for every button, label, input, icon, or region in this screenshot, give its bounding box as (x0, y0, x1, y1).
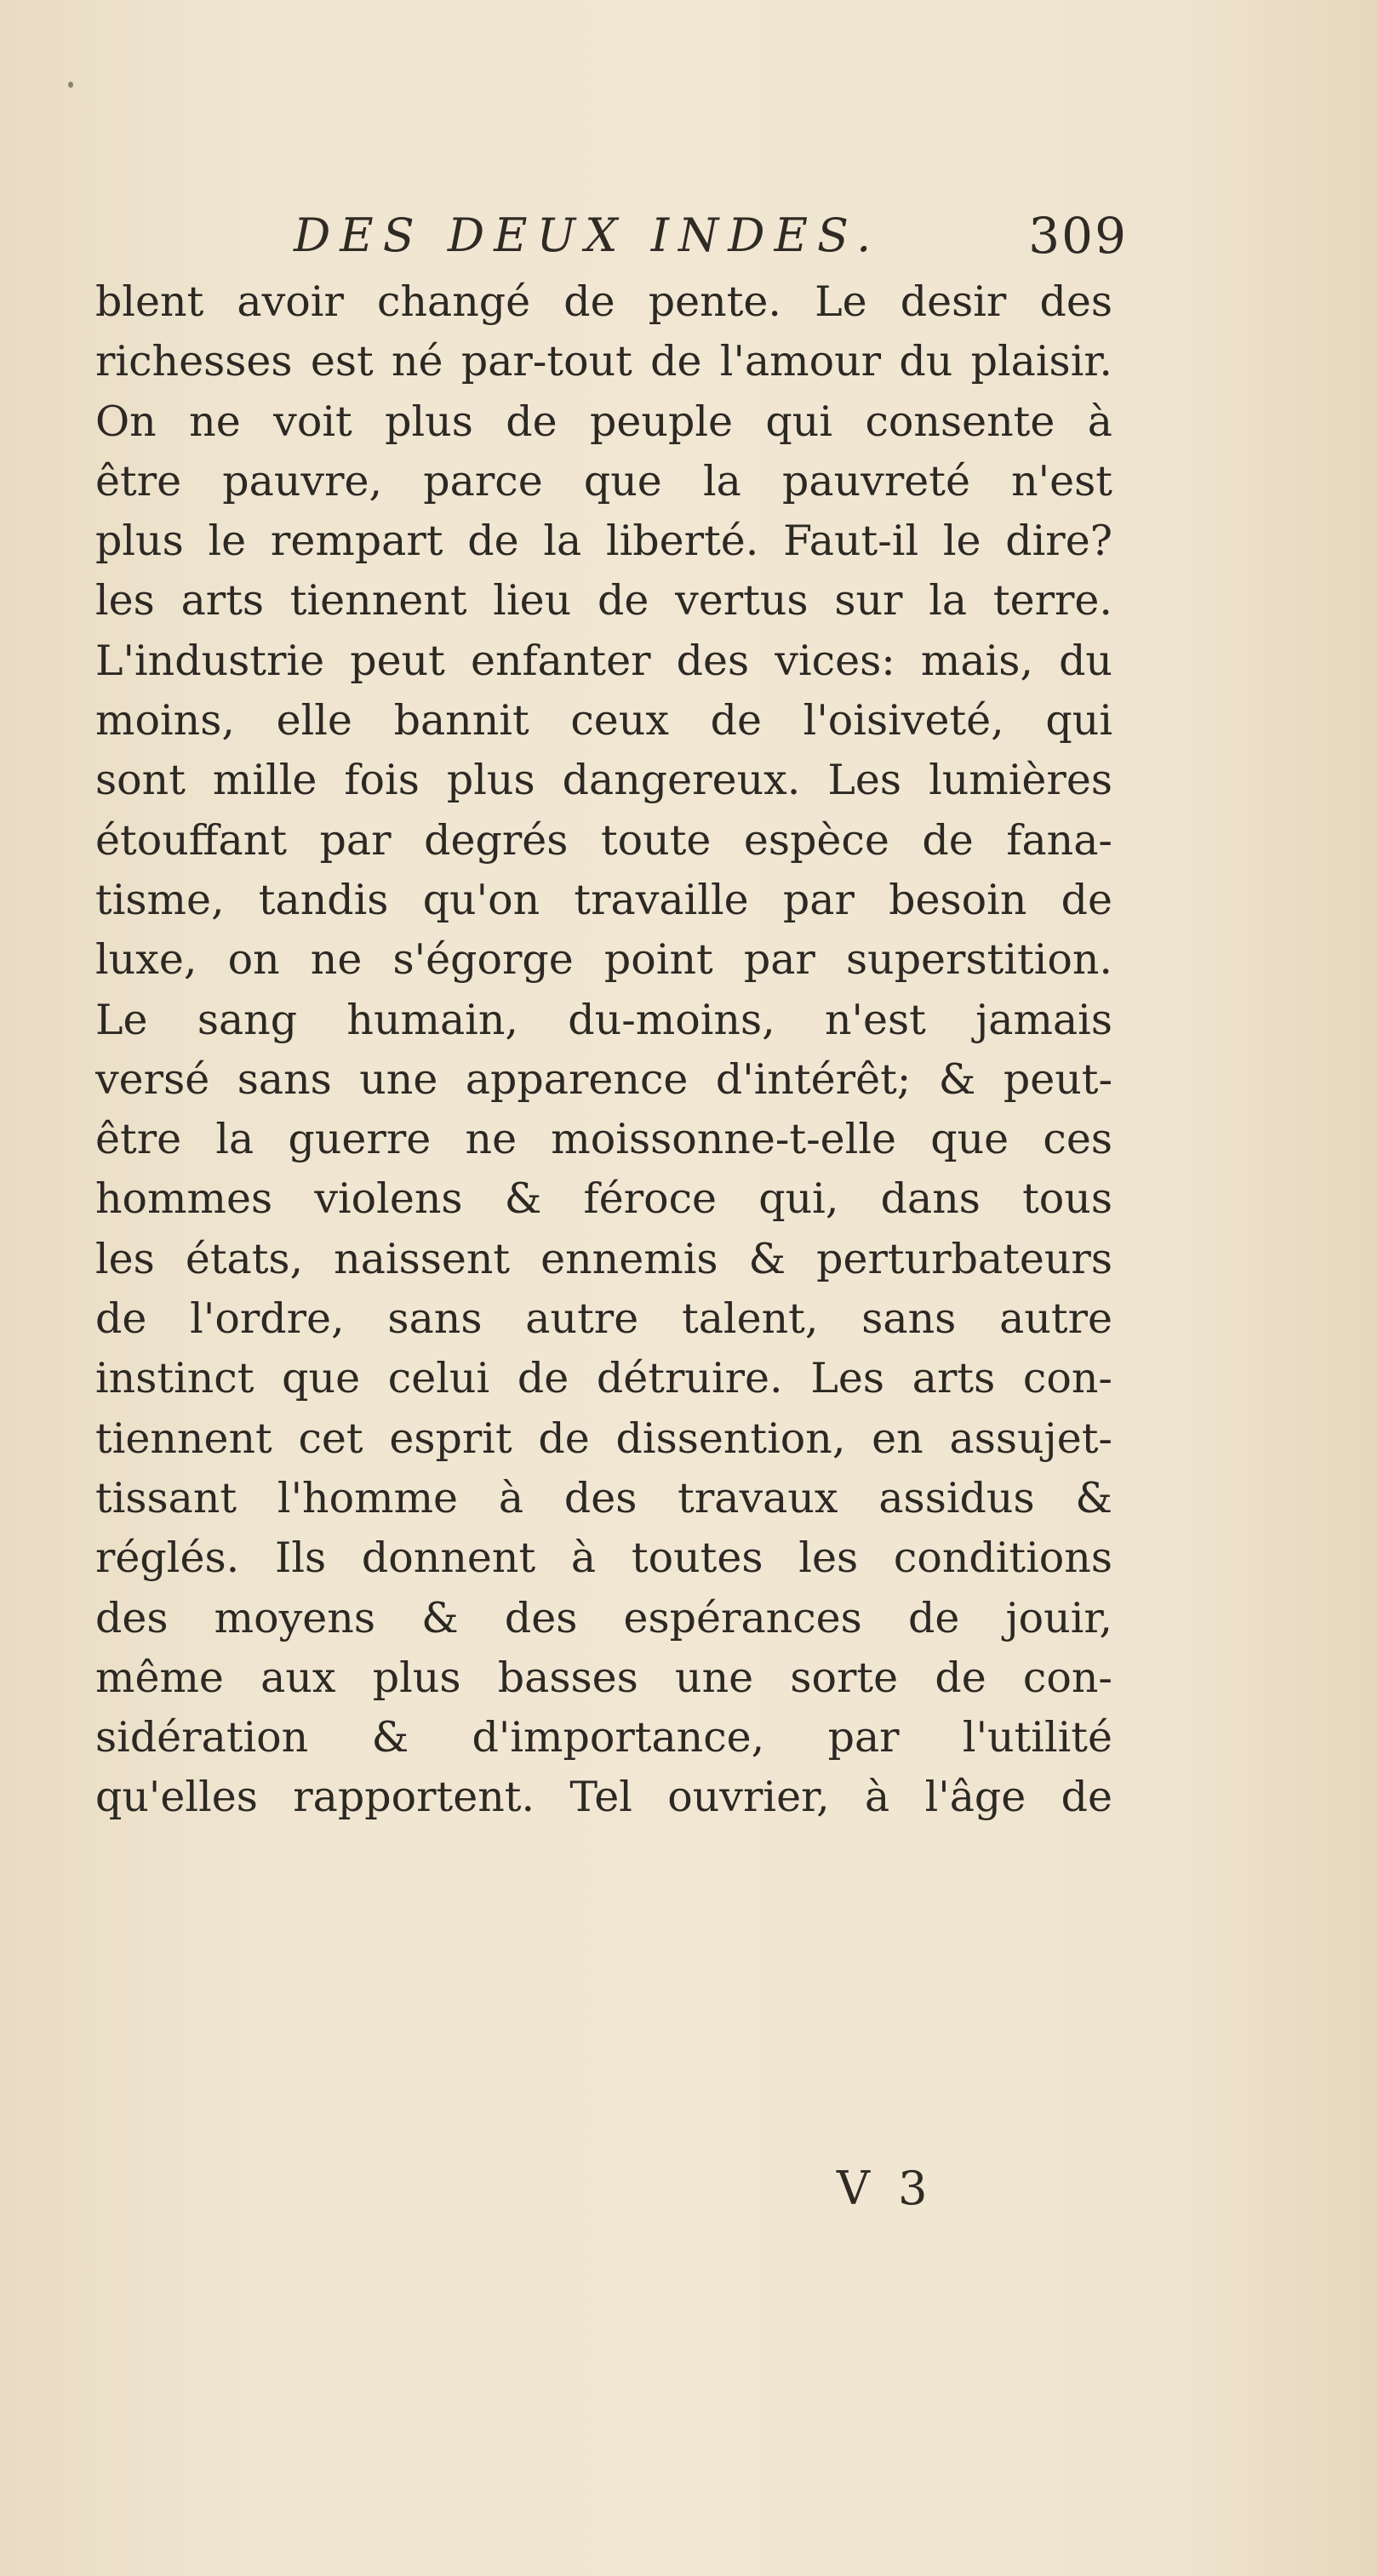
text-line: des moyens & des espérances de jouir, (95, 1593, 1112, 1642)
text-line: sidération & d'importance, par l'utilité (95, 1713, 1112, 1762)
text-line: les états, naissent ennemis & perturbateurs (95, 1234, 1112, 1283)
text-line: être pauvre, parce que la pauvreté n'est (95, 456, 1112, 505)
ink-speck (68, 82, 73, 88)
page-number: 309 (1028, 207, 1128, 265)
running-title: DES DEUX INDES. (294, 208, 881, 262)
text-line: versé sans une apparence d'intérêt; & peut- (95, 1054, 1112, 1104)
body-text (95, 272, 1112, 1828)
text-line: qu'elles rapportent. Tel ouvrier, à l'âge de (95, 1773, 1112, 1822)
text-line: les arts tiennent lieu de vertus sur la terre. (95, 576, 1112, 625)
text-line: richesses est né par-tout de l'amour du plaisir. (95, 337, 1112, 386)
text-line: même aux plus basses une sorte de con- (95, 1653, 1112, 1702)
text-line: L'industrie peut enfanter des vices: mais, du (95, 636, 1112, 685)
text-line: réglés. Ils donnent à toutes les conditions (95, 1534, 1112, 1583)
text-line: On ne voit plus de peuple qui consente à (95, 397, 1112, 446)
text-line: sont mille fois plus dangereux. Les lumières (95, 756, 1112, 805)
text-line: étouffant par degrés toute espèce de fana- (95, 815, 1112, 865)
page-header (294, 208, 1128, 277)
text-line: plus le rempart de la liberté. Faut-il le dire? (95, 517, 1112, 566)
text-line: hommes violens & féroce qui, dans tous (95, 1174, 1112, 1224)
text-line: blent avoir changé de pente. Le desir des (95, 277, 1112, 326)
signature-mark: V 3 (837, 2162, 935, 2215)
text-line: instinct que celui de détruire. Les arts con- (95, 1354, 1112, 1403)
text-line: tissant l'homme à des travaux assidus & (95, 1473, 1112, 1522)
text-line: tisme, tandis qu'on travaille par besoin de (95, 875, 1112, 924)
text-line: de l'ordre, sans autre talent, sans autre (95, 1294, 1112, 1344)
text-line: tiennent cet esprit de dissention, en assujet- (95, 1414, 1112, 1463)
text-line: moins, elle bannit ceux de l'oisiveté, qui (95, 696, 1112, 745)
text-line: luxe, on ne s'égorge point par superstition. (95, 935, 1112, 985)
text-line: Le sang humain, du-moins, n'est jamais (95, 995, 1112, 1044)
text-line: être la guerre ne moissonne-t-elle que ces (95, 1115, 1112, 1164)
